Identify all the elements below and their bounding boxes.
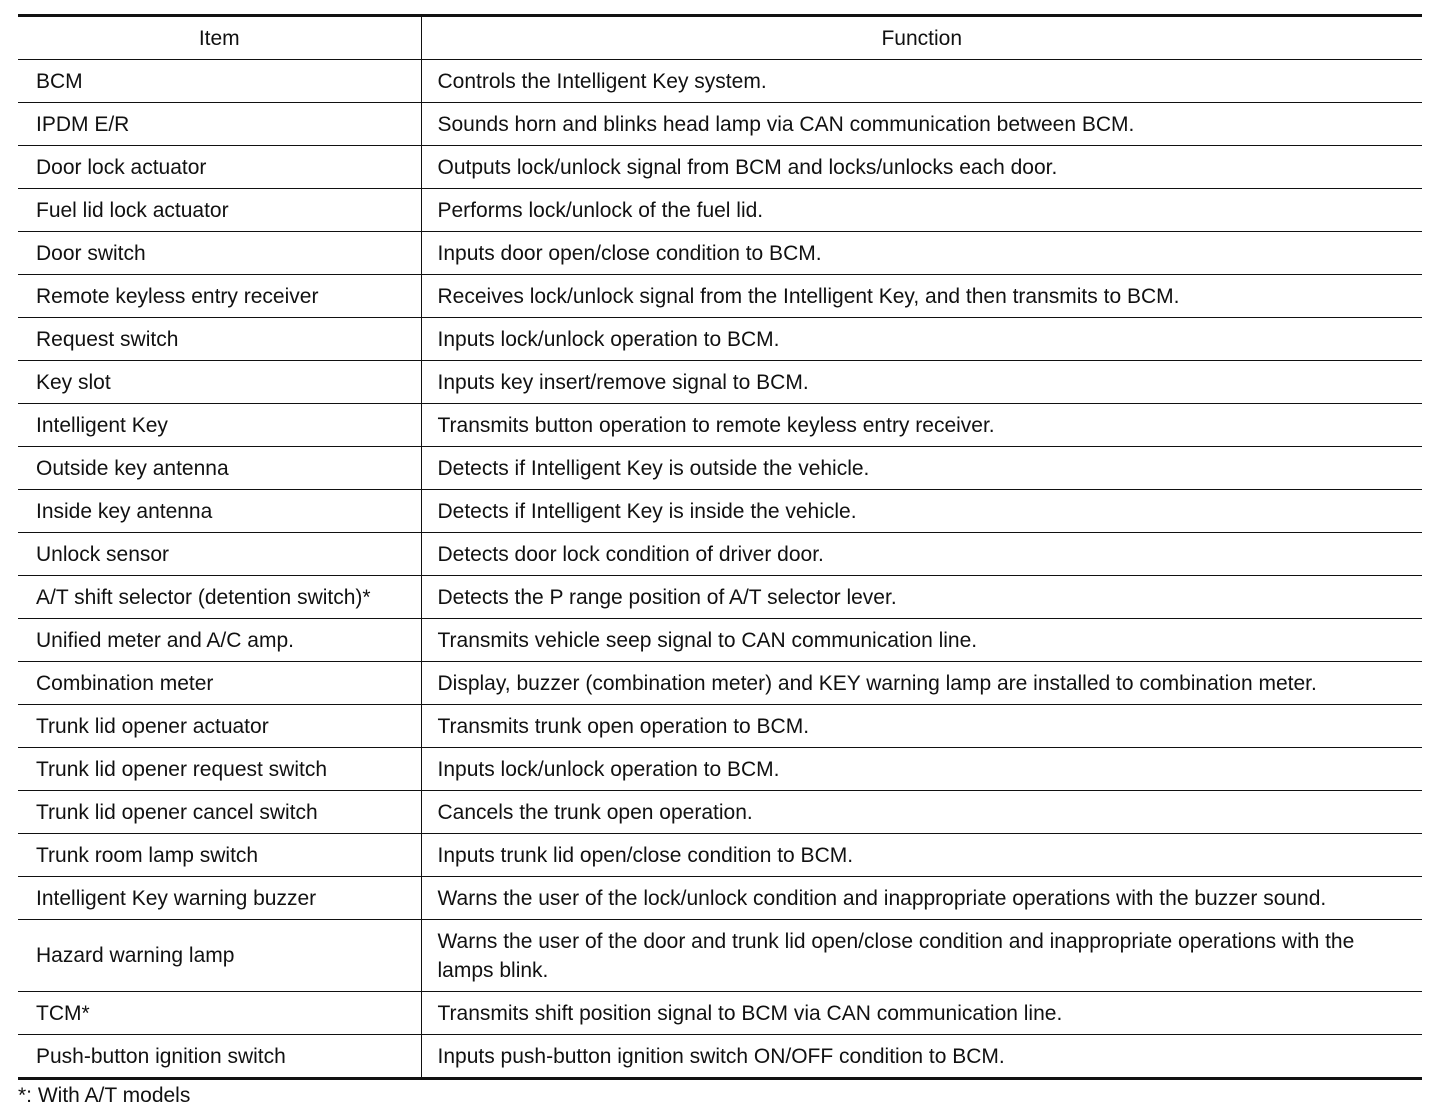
table-row [18,920,1422,992]
item-cell: Door switch [18,232,421,275]
function-cell: Inputs key insert/remove signal to BCM. [421,361,1422,404]
table-row [18,619,1422,662]
item-cell: A/T shift selector (detention switch)* [18,576,421,619]
item-cell: Trunk lid opener request switch [18,748,421,791]
table-row [18,533,1422,576]
table-row [18,146,1422,189]
item-cell: Request switch [18,318,421,361]
function-cell: Transmits shift position signal to BCM via CAN communication line. [421,992,1422,1035]
item-cell: Combination meter [18,662,421,705]
table-row [18,877,1422,920]
table-row [18,361,1422,404]
item-cell: Trunk lid opener actuator [18,705,421,748]
table-row [18,662,1422,705]
item-cell: Intelligent Key [18,404,421,447]
table-row [18,834,1422,877]
function-cell: Performs lock/unlock of the fuel lid. [421,189,1422,232]
item-cell: Inside key antenna [18,490,421,533]
function-cell: Controls the Intelligent Key system. [421,60,1422,103]
item-cell: Hazard warning lamp [18,920,421,992]
header-item: Item [18,16,421,60]
table-row [18,791,1422,834]
header-function: Function [421,16,1422,60]
item-cell: Intelligent Key warning buzzer [18,877,421,920]
item-cell: Fuel lid lock actuator [18,189,421,232]
table-row [18,490,1422,533]
table-row [18,705,1422,748]
function-cell: Sounds horn and blinks head lamp via CAN communication between BCM. [421,103,1422,146]
table-row [18,232,1422,275]
table-row [18,1035,1422,1079]
function-cell: Display, buzzer (combination meter) and KEY warning lamp are installed to combination meter. [421,662,1422,705]
item-cell: Unified meter and A/C amp. [18,619,421,662]
item-cell: TCM* [18,992,421,1035]
item-cell: Key slot [18,361,421,404]
function-cell: Outputs lock/unlock signal from BCM and locks/unlocks each door. [421,146,1422,189]
table-header-row [18,16,1422,60]
document [18,14,1422,1109]
function-cell: Transmits button operation to remote keyless entry receiver. [421,404,1422,447]
function-cell: Transmits vehicle seep signal to CAN communication line. [421,619,1422,662]
item-cell: IPDM E/R [18,103,421,146]
item-cell: Outside key antenna [18,447,421,490]
function-cell: Warns the user of the door and trunk lid open/close condition and inappropriate operations with the lamps blink. [421,920,1422,992]
function-cell: Inputs door open/close condition to BCM. [421,232,1422,275]
table-row [18,447,1422,490]
item-cell: Push-button ignition switch [18,1035,421,1079]
table-row [18,318,1422,361]
function-cell: Detects door lock condition of driver door. [421,533,1422,576]
table-row [18,576,1422,619]
table-row [18,103,1422,146]
function-cell: Inputs lock/unlock operation to BCM. [421,748,1422,791]
function-cell: Inputs push-button ignition switch ON/OFF condition to BCM. [421,1035,1422,1079]
function-cell: Detects if Intelligent Key is outside the vehicle. [421,447,1422,490]
function-cell: Cancels the trunk open operation. [421,791,1422,834]
function-cell: Warns the user of the lock/unlock condition and inappropriate operations with the buzzer sound. [421,877,1422,920]
function-cell: Detects if Intelligent Key is inside the vehicle. [421,490,1422,533]
table-row [18,748,1422,791]
table-row [18,275,1422,318]
function-cell: Inputs trunk lid open/close condition to BCM. [421,834,1422,877]
table-row [18,404,1422,447]
item-cell: BCM [18,60,421,103]
item-cell: Trunk lid opener cancel switch [18,791,421,834]
item-cell: Unlock sensor [18,533,421,576]
footnote: *: With A/T models [18,1084,191,1107]
function-cell: Inputs lock/unlock operation to BCM. [421,318,1422,361]
table-row [18,189,1422,232]
item-cell: Trunk room lamp switch [18,834,421,877]
function-cell: Detects the P range position of A/T selector lever. [421,576,1422,619]
table-row [18,60,1422,103]
function-cell: Transmits trunk open operation to BCM. [421,705,1422,748]
item-cell: Door lock actuator [18,146,421,189]
table-row [18,992,1422,1035]
function-cell: Receives lock/unlock signal from the Intelligent Key, and then transmits to BCM. [421,275,1422,318]
item-cell: Remote keyless entry receiver [18,275,421,318]
component-function-table [18,14,1422,1080]
